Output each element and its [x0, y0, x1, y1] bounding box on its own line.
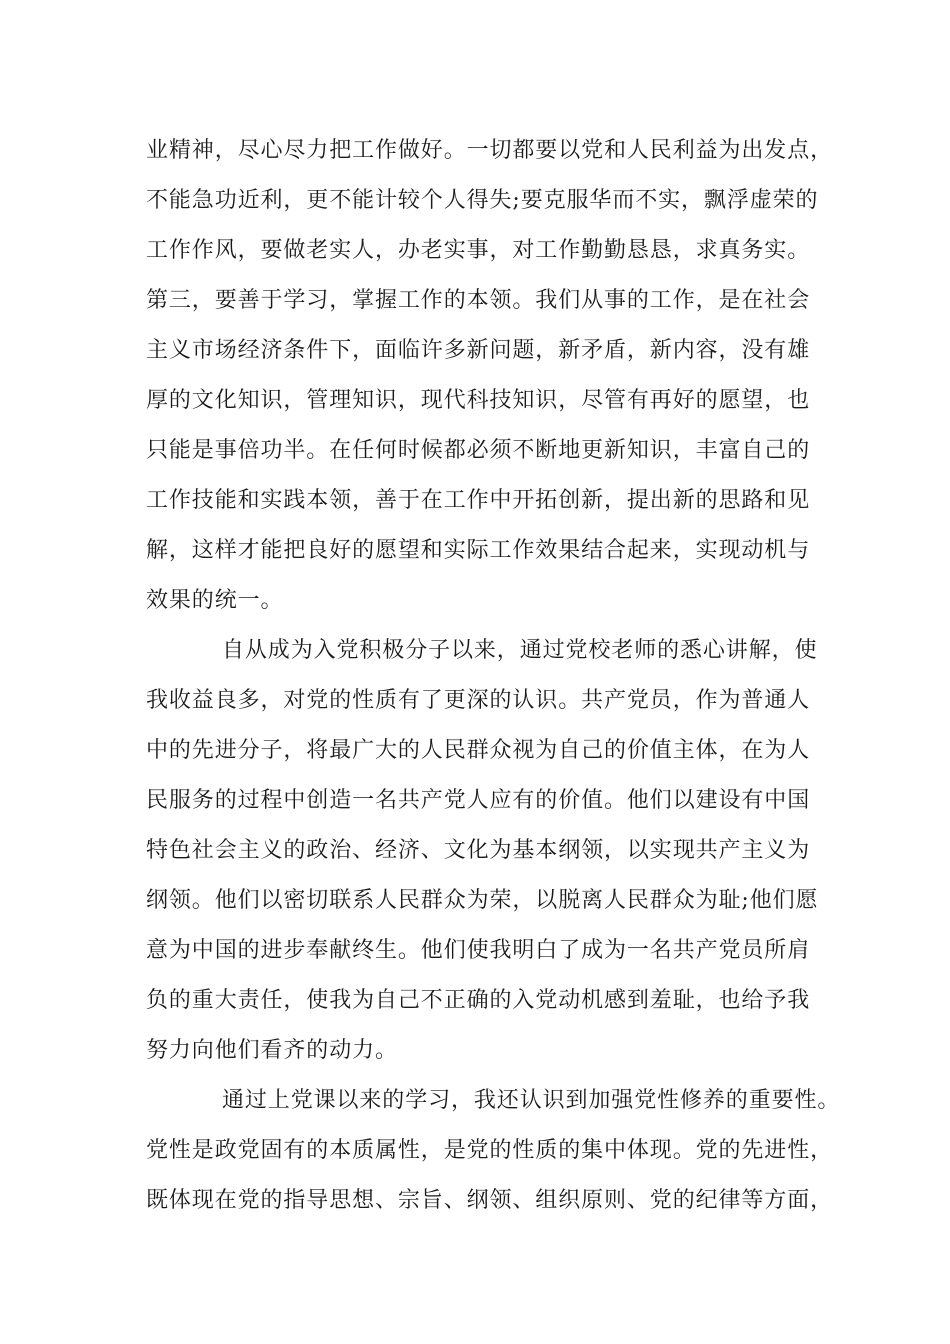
text-line: 不能急功近利，更不能计较个人得失;要克服华而不实，飘浮虚荣的 [146, 188, 819, 213]
text-line: 厚的文化知识，管理知识，现代科技知识，尽管有再好的愿望，也 [146, 388, 811, 413]
text-line: 意为中国的进步奉献终生。他们使我明白了成为一名共产党员所肩 [146, 938, 811, 963]
text-line: 我收益良多，对党的性质有了更深的认识。共产党员，作为普通人 [146, 688, 811, 713]
text-line: 既体现在党的指导思想、宗旨、纲领、组织原则、党的纪律等方面， [146, 1188, 834, 1213]
text-line: 民服务的过程中创造一名共产党人应有的价值。他们以建设有中国 [146, 788, 811, 813]
text-line: 效果的统一。 [146, 588, 284, 613]
text-line: 努力向他们看齐的动力。 [146, 1038, 398, 1063]
text-line: 第三，要善于学习，掌握工作的本领。我们从事的工作，是在社会 [146, 288, 811, 313]
text-line: 工作作风，要做老实人，办老实事，对工作勤勤恳恳，求真务实。 [146, 238, 811, 263]
text-line: 主义市场经济条件下，面临许多新问题，新矛盾，新内容，没有雄 [146, 338, 811, 363]
text-line: 纲领。他们以密切联系人民群众为荣，以脱离人民群众为耻;他们愿 [146, 888, 819, 913]
text-line: 中的先进分子，将最广大的人民群众视为自己的价值主体，在为人 [146, 738, 811, 763]
text-line: 负的重大责任，使我为自己不正确的入党动机感到羞耻，也给予我 [146, 988, 811, 1013]
text-line: 工作技能和实践本领，善于在工作中开拓创新，提出新的思路和见 [146, 488, 811, 513]
text-line: 只能是事倍功半。在任何时候都必须不断地更新知识，丰富自己的 [146, 438, 811, 463]
text-line: 解，这样才能把良好的愿望和实际工作效果结合起来，实现动机与 [146, 538, 811, 563]
text-line: 特色社会主义的政治、经济、文化为基本纲领，以实现共产主义为 [146, 838, 811, 863]
text-line: 党性是政党固有的本质属性，是党的性质的集中体现。党的先进性， [146, 1138, 834, 1163]
text-line: 通过上党课以来的学习，我还认识到加强党性修养的重要性。 [222, 1088, 841, 1113]
text-line: 自从成为入党积极分子以来，通过党校老师的悉心讲解，使 [222, 638, 818, 663]
text-line: 业精神，尽心尽力把工作做好。一切都要以党和人民利益为出发点， [146, 138, 834, 163]
